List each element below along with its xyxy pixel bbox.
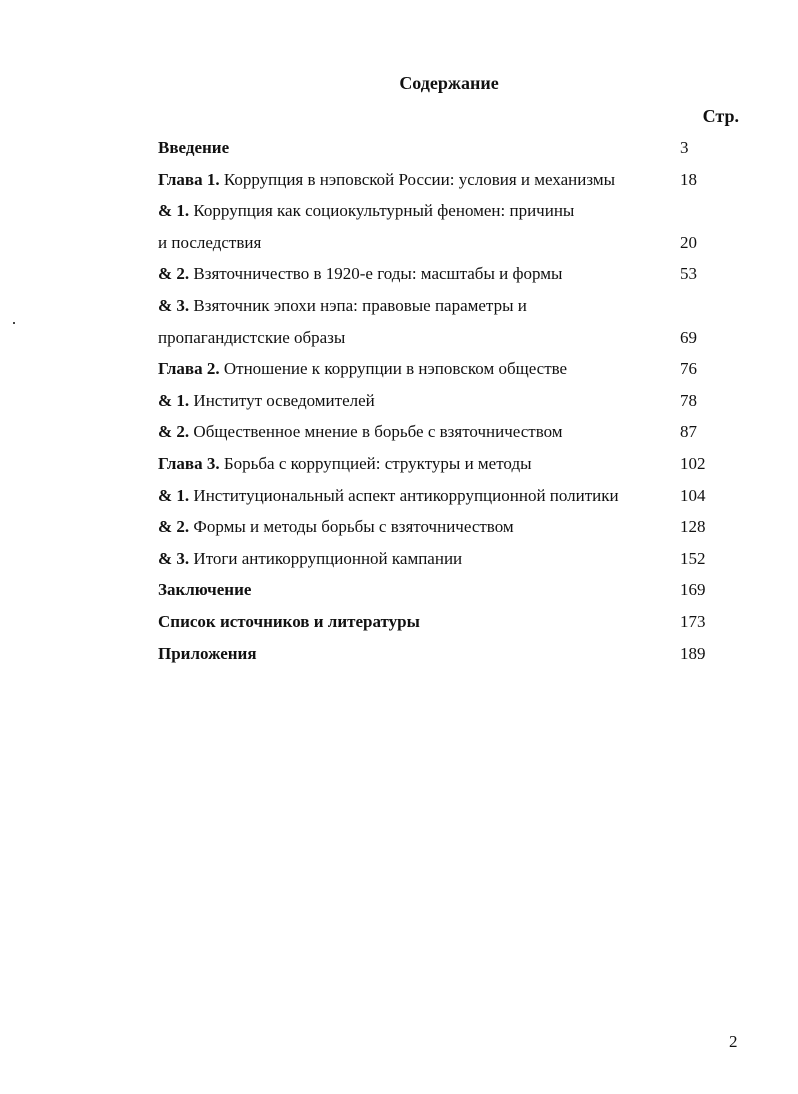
toc-entry-page: 87 xyxy=(680,422,697,442)
toc-entry-bold: & 1. xyxy=(158,390,190,410)
toc-entry-label xyxy=(158,548,462,570)
toc-entry-label xyxy=(158,263,562,285)
toc-entry-bold: & 2. xyxy=(158,517,190,537)
toc-entry-label xyxy=(158,358,567,380)
toc-entry-label xyxy=(158,421,563,443)
toc-entry-page: 128 xyxy=(680,517,706,537)
toc-entry-page: 173 xyxy=(680,611,706,631)
toc-entry-text: и последствия xyxy=(158,232,262,252)
toc-line xyxy=(158,579,718,611)
toc-entry-text: Борьба с коррупцией: структуры и методы xyxy=(219,453,532,473)
toc-line xyxy=(158,232,718,264)
toc-line xyxy=(158,390,718,422)
toc-entry-page: 104 xyxy=(680,485,706,505)
toc-line xyxy=(158,169,718,201)
toc-entry-page: 18 xyxy=(680,169,697,189)
toc-line xyxy=(158,611,718,643)
toc-entry-text: Коррупция как социокультурный феномен: причины xyxy=(189,201,575,221)
page-number: 2 xyxy=(729,1032,738,1051)
toc-entry-bold: Глава 1. xyxy=(158,169,220,189)
toc-entry-page: 53 xyxy=(680,264,697,284)
toc-entry-page: 102 xyxy=(680,453,706,473)
toc-entry-text: Общественное мнение в борьбе с взяточничеством xyxy=(189,422,563,442)
toc-entry-bold: & 2. xyxy=(158,422,190,442)
toc-entry-text: Институциональный аспект антикоррупционной политики xyxy=(189,485,619,505)
toc-entry-bold: Приложения xyxy=(158,643,257,663)
toc-entry-label xyxy=(158,516,514,538)
toc-entry-text: Коррупция в нэповской России: условия и механизмы xyxy=(219,169,616,189)
toc-line xyxy=(158,643,718,675)
table-of-contents xyxy=(158,137,718,674)
toc-line xyxy=(158,327,718,359)
page-title: Содержание xyxy=(399,73,499,93)
toc-line xyxy=(158,137,718,169)
toc-entry-page: 78 xyxy=(680,390,697,410)
toc-entry-text: пропагандистские образы xyxy=(158,327,346,347)
toc-entry-bold: Заключение xyxy=(158,580,252,600)
toc-line xyxy=(158,263,718,295)
toc-entry-label xyxy=(158,232,261,254)
toc-entry-bold: Список источников и литературы xyxy=(158,611,420,631)
scan-speck xyxy=(13,322,15,324)
toc-entry-bold: & 1. xyxy=(158,485,190,505)
toc-entry-label xyxy=(158,295,527,317)
toc-line xyxy=(158,358,718,390)
toc-entry-text: Взяточничество в 1920-е годы: масштабы и формы xyxy=(189,264,563,284)
toc-entry-bold: Введение xyxy=(158,138,230,157)
toc-entry-text: Формы и методы борьбы с взяточничеством xyxy=(189,517,514,537)
toc-entry-page: 3 xyxy=(680,138,689,157)
toc-line xyxy=(158,453,718,485)
toc-entry-label xyxy=(158,327,345,349)
toc-entry-bold: Глава 3. xyxy=(158,453,220,473)
toc-line xyxy=(158,200,718,232)
toc-entry-page: 20 xyxy=(680,232,697,252)
toc-entry-page: 169 xyxy=(680,580,706,600)
toc-entry-bold: & 1. xyxy=(158,201,190,221)
toc-entry-label xyxy=(158,453,532,475)
toc-entry-label xyxy=(158,390,375,412)
pages-column-header: Стр. xyxy=(702,106,739,126)
toc-line xyxy=(158,421,718,453)
toc-entry-label xyxy=(158,611,420,633)
toc-line xyxy=(158,516,718,548)
toc-entry-page: 69 xyxy=(680,327,697,347)
toc-entry-label xyxy=(158,200,574,222)
toc-line xyxy=(158,548,718,580)
toc-entry-bold: & 2. xyxy=(158,264,190,284)
toc-entry-label xyxy=(158,137,229,159)
toc-entry-bold: & 3. xyxy=(158,295,190,315)
toc-line xyxy=(158,485,718,517)
toc-entry-label xyxy=(158,485,619,507)
toc-entry-page: 189 xyxy=(680,643,706,663)
toc-line xyxy=(158,295,718,327)
toc-entry-text: Отношение к коррупции в нэповском обществе xyxy=(219,359,568,379)
toc-entry-text: Взяточник эпохи нэпа: правовые параметры и xyxy=(189,295,527,315)
toc-entry-label xyxy=(158,579,251,601)
toc-entry-text: Итоги антикоррупционной кампании xyxy=(189,548,463,568)
toc-entry-bold: & 3. xyxy=(158,548,190,568)
toc-entry-page: 152 xyxy=(680,548,706,568)
toc-entry-page: 76 xyxy=(680,359,697,379)
toc-entry-label xyxy=(158,643,257,665)
toc-entry-text: Институт осведомителей xyxy=(189,390,375,410)
toc-entry-bold: Глава 2. xyxy=(158,359,220,379)
toc-entry-label xyxy=(158,169,615,191)
